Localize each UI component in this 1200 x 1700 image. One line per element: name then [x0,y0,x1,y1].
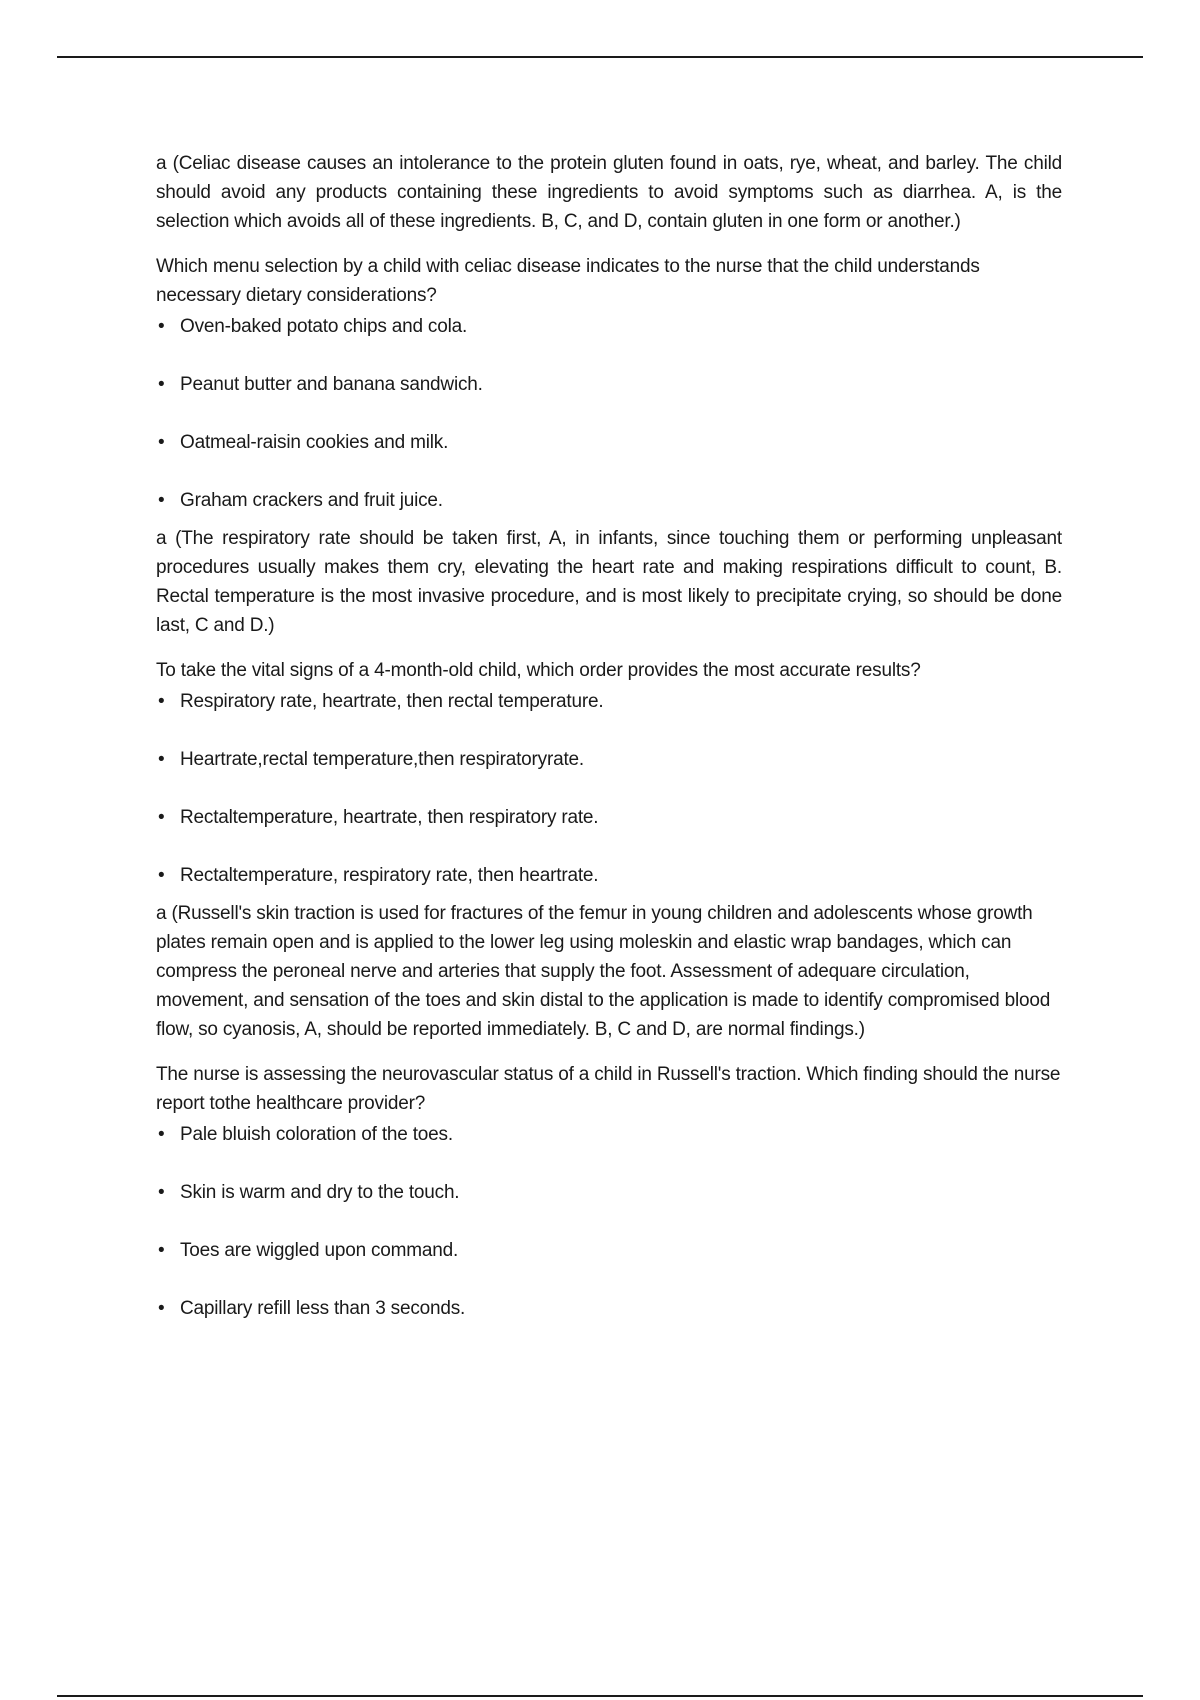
question-text: The nurse is assessing the neurovascular status of a child in Russell's traction. Which finding should the nurse report tothe healthcare provider? [156,1064,1061,1114]
bullet-icon: • [158,1298,165,1319]
option-item [156,1236,1062,1265]
bullet-icon: • [158,490,165,511]
bullet-icon: • [158,432,165,453]
option-list [156,1120,1062,1323]
option-item [156,312,1062,341]
question-block-1 [156,149,1062,515]
question-block-3 [156,899,1062,1323]
option-label: Heartrate,rectal temperature,then respiratoryrate. [180,749,584,770]
question-block-2 [156,524,1062,890]
option-item [156,861,1062,890]
bullet-icon: • [158,374,165,395]
question-text: To take the vital signs of a 4-month-old child, which order provides the most accurate results? [156,660,921,681]
option-label: Pale bluish coloration of the toes. [180,1124,453,1145]
option-item [156,428,1062,457]
option-label: Toes are wiggled upon command. [180,1240,459,1261]
document-body [156,149,1062,1332]
option-label: Capillary refill less than 3 seconds. [180,1298,466,1319]
bullet-icon: • [158,691,165,712]
answer-rationale: a (The respiratory rate should be taken first, A, in infants, since touching them or performing unpleasant procedures usually makes them cry, elevating the heart rate and making respirations difficult to count, B. Rectal temperature is the most invasive procedure, and is most likely to precipitate crying, so should be done last, C and D.) [156,528,1062,636]
option-label: Graham crackers and fruit juice. [180,490,443,511]
bullet-icon: • [158,1240,165,1261]
option-item [156,1120,1062,1149]
answer-rationale: a (Celiac disease causes an intolerance to the protein gluten found in oats, rye, wheat, and barley. The child should avoid any products containing these ingredients to avoid symptoms such as diarrhea. A, is the selection which avoids all of these ingredients. B, C, and D, contain gluten in one form or another.) [156,153,1062,232]
option-label: Respiratory rate, heartrate, then rectal temperature. [180,691,604,712]
bullet-icon: • [158,749,165,770]
option-item [156,687,1062,716]
footer-rule [57,1695,1143,1697]
option-label: Oatmeal-raisin cookies and milk. [180,432,449,453]
header-rule [57,56,1143,58]
option-label: Oven-baked potato chips and cola. [180,316,468,337]
bullet-icon: • [158,1124,165,1145]
option-list [156,312,1062,515]
bullet-icon: • [158,865,165,886]
option-label: Peanut butter and banana sandwich. [180,374,483,395]
option-item [156,486,1062,515]
option-label: Rectaltemperature, heartrate, then respiratory rate. [180,807,599,828]
question-text: Which menu selection by a child with celiac disease indicates to the nurse that the child understands necessary dietary considerations? [156,256,980,306]
answer-rationale: a (Russell's skin traction is used for fractures of the femur in young children and adolescents whose growth plates remain open and is applied to the lower leg using moleskin and elastic wrap bandages, which can compress the peroneal nerve and arteries that supply the foot. Assessment of adequare circulation, movement, and sensation of the toes and skin distal to the application is made to identify compromised blood flow, so cyanosis, A, should be reported immediately. B, C and D, are normal findings.) [156,903,1051,1040]
option-label: Skin is warm and dry to the touch. [180,1182,460,1203]
bullet-icon: • [158,807,165,828]
option-item [156,1178,1062,1207]
option-item [156,1294,1062,1323]
option-item [156,745,1062,774]
option-item [156,370,1062,399]
option-list [156,687,1062,890]
option-label: Rectaltemperature, respiratory rate, then heartrate. [180,865,599,886]
bullet-icon: • [158,1182,165,1203]
bullet-icon: • [158,316,165,337]
option-item [156,803,1062,832]
